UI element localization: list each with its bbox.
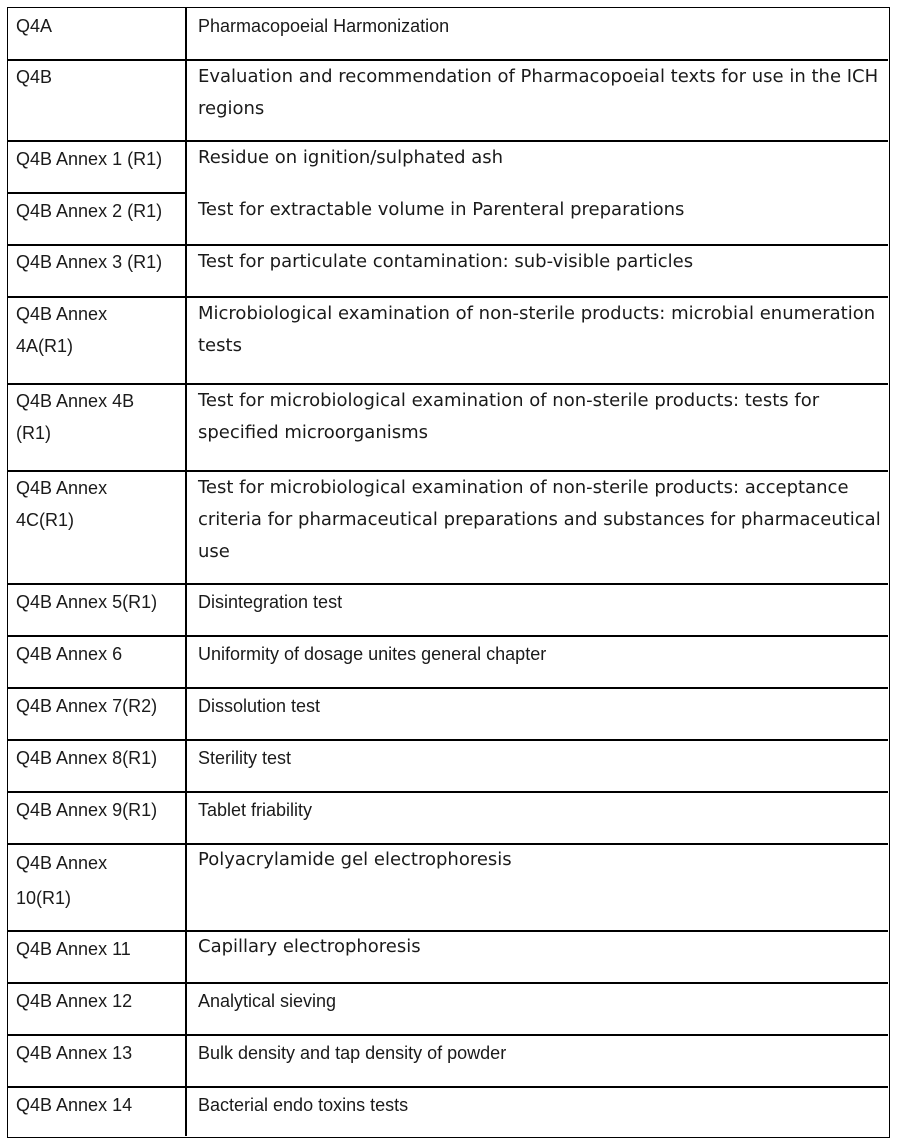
row-description: Uniformity of dosage unites general chapter bbox=[198, 644, 547, 664]
row-code: Q4B Annex 6 bbox=[16, 644, 123, 664]
row-divider-left-only bbox=[8, 192, 186, 194]
row-divider bbox=[8, 687, 888, 689]
row-code: Q4A bbox=[16, 16, 53, 36]
row-code: Q4B Annex 1 (R1) bbox=[16, 149, 163, 169]
row-code: Q4B Annex 12 bbox=[16, 991, 133, 1011]
row-code: Q4B Annex 8(R1) bbox=[16, 748, 158, 768]
row-divider bbox=[8, 1086, 888, 1088]
row-description: Polyacrylamide gel electrophoresis bbox=[198, 849, 512, 870]
row-code: Q4B Annex 14 bbox=[16, 1095, 133, 1115]
row-code: Q4B Annex 3 (R1) bbox=[16, 252, 163, 272]
row-code: Q4B Annex 5(R1) bbox=[16, 592, 158, 612]
row-description: Evaluation and recommendation of Pharmacopoeial texts for use in the ICH regions bbox=[198, 66, 879, 119]
row-code: Q4B Annex 2 (R1) bbox=[16, 201, 163, 221]
row-code: Q4B Annex 4B (R1) bbox=[16, 391, 135, 443]
row-description: Test for microbiological examination of non-sterile products: tests for specified microorganisms bbox=[198, 390, 820, 443]
row-description: Test for microbiological examination of non-sterile products: acceptance criteria for pharmaceutical preparations and substances for pharmaceutical use bbox=[198, 477, 881, 562]
row-divider bbox=[8, 583, 888, 585]
row-description: Sterility test bbox=[198, 748, 292, 768]
row-description: Pharmacopoeial Harmonization bbox=[198, 16, 450, 36]
row-divider bbox=[8, 791, 888, 793]
guidelines-table bbox=[7, 7, 890, 1138]
row-code: Q4B Annex 10(R1) bbox=[16, 853, 108, 908]
row-description: Disintegration test bbox=[198, 592, 343, 612]
row-code: Q4B bbox=[16, 67, 53, 87]
row-description: Analytical sieving bbox=[198, 991, 337, 1011]
row-code: Q4B Annex 11 bbox=[16, 939, 131, 959]
row-description: Residue on ignition/sulphated ash bbox=[198, 147, 504, 168]
row-code: Q4B Annex 9(R1) bbox=[16, 800, 158, 820]
row-description: Test for extractable volume in Parenteral preparations bbox=[198, 199, 685, 220]
row-description: Test for particulate contamination: sub-visible particles bbox=[198, 251, 694, 272]
row-code: Q4B Annex 4A(R1) bbox=[16, 304, 108, 356]
row-description: Bulk density and tap density of powder bbox=[198, 1043, 507, 1063]
row-code: Q4B Annex 13 bbox=[16, 1043, 133, 1063]
row-code: Q4B Annex 4C(R1) bbox=[16, 478, 108, 530]
row-description: Tablet friability bbox=[198, 800, 313, 820]
row-code: Q4B Annex 7(R2) bbox=[16, 696, 158, 716]
row-divider bbox=[8, 982, 888, 984]
column-divider bbox=[185, 8, 187, 1136]
row-description: Bacterial endo toxins tests bbox=[198, 1095, 409, 1115]
row-divider bbox=[8, 739, 888, 741]
row-description: Dissolution test bbox=[198, 696, 321, 716]
row-divider bbox=[8, 635, 888, 637]
row-divider bbox=[8, 1034, 888, 1036]
row-description: Microbiological examination of non-sterile products: microbial enumeration tests bbox=[198, 303, 876, 356]
row-description: Capillary electrophoresis bbox=[198, 936, 421, 957]
